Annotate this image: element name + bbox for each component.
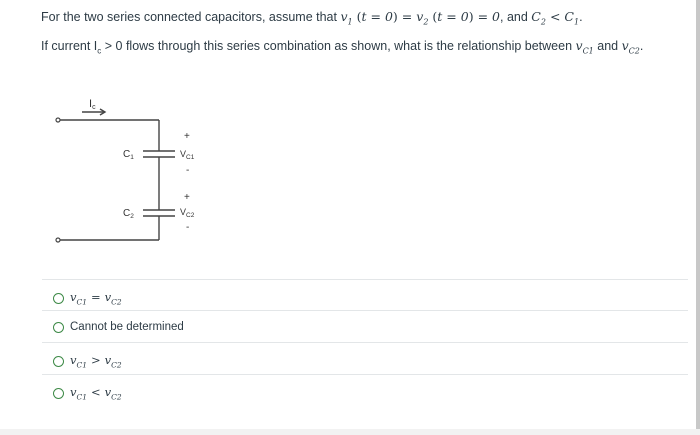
option-cannot-determine-label: Cannot be determined (70, 321, 184, 333)
question-line2-and: and (593, 39, 622, 53)
question-line2-sub: c (97, 46, 102, 56)
question-vc2: $v_{C2}$ (621, 38, 640, 56)
vc2-plus: + (184, 192, 190, 203)
vc1-minus: - (186, 165, 190, 176)
question-line2-prefix: If current I (41, 39, 98, 53)
radio-button[interactable] (53, 356, 64, 367)
question-capacitor-condition: $C_2 < C_1$ (531, 9, 580, 27)
option-divider (42, 342, 688, 343)
vc1-label: $V_{C1}$ (180, 149, 195, 161)
question-line2-end: . (639, 39, 644, 53)
vc1-plus: + (184, 131, 190, 142)
bottom-terminal (56, 238, 60, 242)
question-line1-mid: , and (500, 10, 532, 24)
top-terminal (56, 118, 60, 122)
question-initial-condition: $v_1$ $(t = 0) = v_2$ (t = 0) = 0 (340, 9, 500, 27)
option-equal[interactable] (53, 290, 122, 306)
option-divider (42, 374, 688, 375)
option-divider (42, 279, 688, 280)
radio-button[interactable] (53, 388, 64, 399)
option-equal-label: $v_{C1} = v_{C2}$ (70, 290, 122, 307)
vc2-label: $V_{C2}$ (180, 207, 195, 219)
question-vc1: $v_{C1}$ (575, 38, 594, 56)
current-label: Ic (89, 98, 96, 111)
option-greater[interactable] (53, 353, 122, 369)
question-line1-end: . (579, 10, 583, 24)
option-divider (42, 310, 688, 311)
option-less-label: $v_{C1} < v_{C2}$ (70, 385, 122, 402)
option-less[interactable] (53, 385, 122, 401)
question-line2-mid: > 0 flows through this series combination as shown, what is the relationship between (101, 39, 576, 53)
option-cannot-determine[interactable] (53, 321, 184, 333)
option-greater-label: $v_{C1} > v_{C2}$ (70, 353, 122, 370)
radio-button[interactable] (53, 322, 64, 333)
vc2-minus: - (186, 222, 190, 233)
bottom-scroll-area (0, 429, 700, 435)
question-line1-prefix: For the two series connected capacitors, assume that (41, 10, 341, 24)
radio-button[interactable] (53, 293, 64, 304)
c2-label: $C_2$ (123, 208, 134, 220)
c1-label: $C_1$ (123, 149, 134, 161)
